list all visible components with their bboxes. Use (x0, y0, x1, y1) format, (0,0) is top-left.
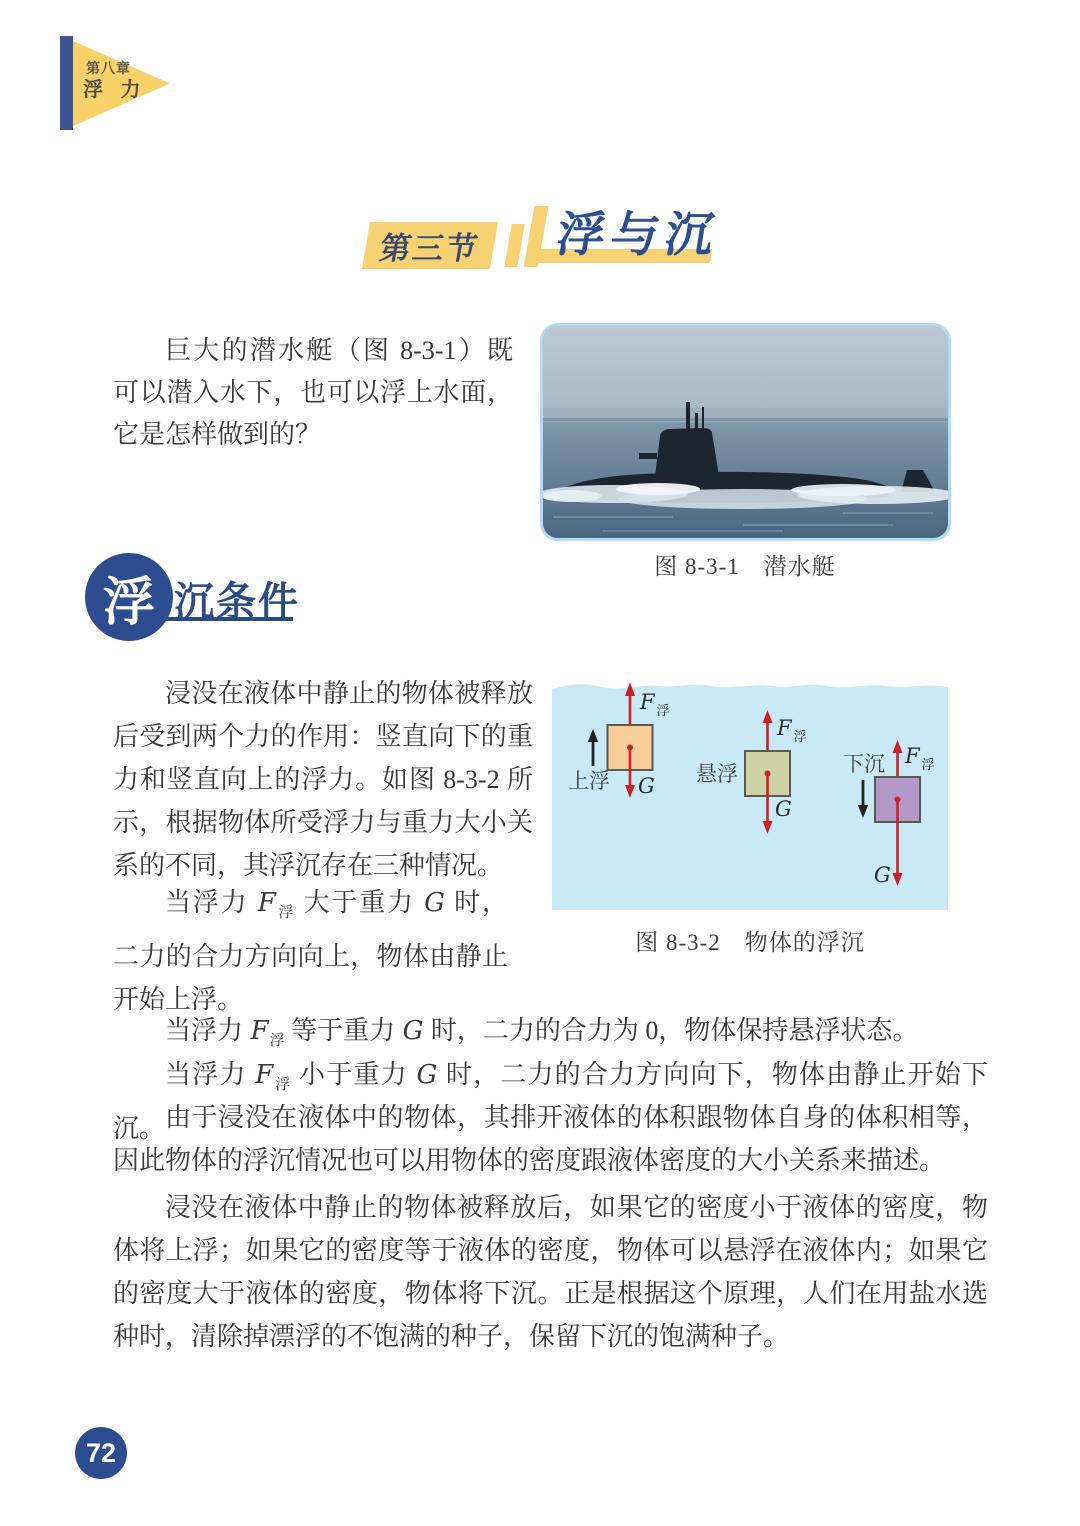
heading-circle (85, 553, 173, 641)
periscope-3 (702, 407, 704, 431)
heading-initial: 浮 (102, 573, 155, 632)
f-subscript: 浮 (274, 1077, 292, 1094)
buoyancy-label-2: F $_浮$ (777, 716, 807, 744)
f-subscript: 浮 (276, 905, 296, 922)
paragraph-forces: 浸没在液体中静止的物体被释放后受到两个力的作用：竖直向下的重力和竖直向上的浮力。如图 8-3-2 所示，根据物体所受浮力与重力大小关系的不同，其浮沉存在三种情况。 (113, 679, 533, 880)
buoyancy-label-1: F $_浮$ (640, 690, 670, 718)
text-run: 时，二力的合力为 0，物体保持悬浮状态。 (424, 1016, 919, 1045)
section-label: 第三节 (376, 231, 483, 266)
pennant-bar (60, 36, 73, 130)
chapter-title: 浮 力 (83, 79, 147, 101)
heading-text: 沉条件 (174, 580, 300, 624)
center-dot-2 (765, 771, 771, 777)
submarine-photo-art (543, 326, 948, 538)
text-run: 时，二力的合力方向向上，物体由静止开始上浮。 (113, 888, 508, 1015)
section-label-box (362, 222, 498, 269)
text-run: 当浮力 (165, 1016, 250, 1045)
center-dot-1 (627, 745, 633, 751)
buoyancy-diagram-art (552, 674, 948, 910)
suspend-label: 悬浮 (696, 762, 738, 786)
text-run: 大于重力 (295, 888, 424, 917)
g-symbol: G (424, 888, 445, 918)
f-symbol: F (250, 1016, 269, 1046)
text-run: 等于重力 (284, 1016, 402, 1045)
figure1-caption: 图 8-3-1 潜水艇 (654, 554, 836, 579)
page-number-badge (75, 1427, 127, 1479)
text-run: 小于重力 (291, 1060, 416, 1089)
g-symbol: G (402, 1016, 424, 1046)
f-subscript: 浮 (269, 1033, 285, 1050)
intro-paragraph: 巨大的潜水艇（图 8-3-1）既可以潜入水下，也可以浮上水面，它是怎样做到的？ (113, 336, 513, 449)
gravity-label-2: G (775, 797, 792, 821)
paragraph-float-up (113, 881, 508, 1021)
buoyancy-diagram (552, 674, 948, 910)
page-number: 72 (85, 1437, 117, 1468)
paragraph-density-cases: 浸没在液体中静止的物体被释放后，如果它的密度小于液体的密度，物体将上浮；如果它的密度等于液体的密度，物体可以悬浮在液体内；如果它的密度大于液体的密度，物体将下沉。正是根据这个原理，人们在用盐水选种时，清除掉漂浮的不饱满的种子，保留下沉的饱满种子。 (113, 1193, 988, 1351)
submarine-photo (540, 323, 951, 541)
gravity-label-3: G (874, 863, 891, 887)
submarine-sail (655, 428, 719, 476)
banner-slash-1 (504, 224, 525, 267)
section-title: 浮与沉 (553, 209, 724, 262)
chapter-label: 第八章 (86, 60, 131, 76)
figure2-caption: 图 8-3-2 物体的浮沉 (635, 930, 865, 955)
g-symbol: G (416, 1060, 438, 1090)
sink-label: 下沉 (843, 752, 885, 776)
periscope-2 (695, 413, 698, 432)
horizon-haze (543, 404, 948, 418)
float-up-label: 上浮 (568, 769, 610, 793)
text-run: 时，二力的合力方向向下，物体由静止开始下沉。 (113, 1060, 988, 1144)
periscope-1 (686, 402, 690, 432)
f-symbol: F (255, 1060, 274, 1090)
center-dot-3 (895, 797, 901, 803)
text-run: 当浮力 (165, 888, 257, 917)
paragraph-density-relation: 由于浸没在液体中的物体，其排开液体的体积跟物体自身的体积相等，因此物体的浮沉情况也可以用物体的密度跟液体密度的大小关系来描述。 (113, 1103, 988, 1175)
sail-plane (639, 453, 657, 459)
f-symbol: F (257, 888, 276, 918)
buoyancy-label-3: F $_浮$ (905, 744, 935, 772)
gravity-label-1: G (638, 774, 655, 798)
text-run: 当浮力 (165, 1060, 255, 1089)
